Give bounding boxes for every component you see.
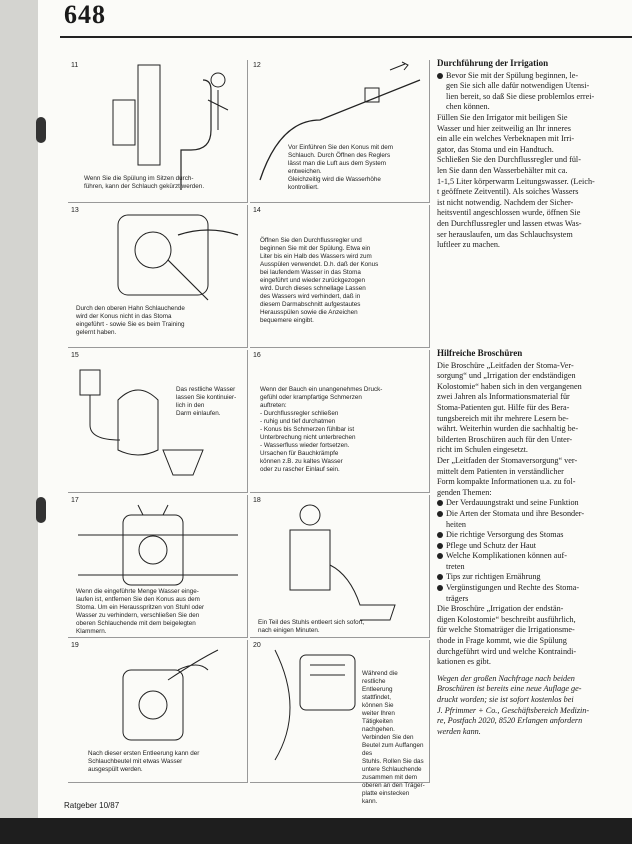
panel-caption: Öffnen Sie den Durchflussregler und beginnen Sie mit der Spülung. Etwa ein Liter bis ein Halb des Wassers wird zum Ausspülen verwendet. D.h. daß der Konus bei laufendem Wasser in das Stoma eingeführt und wieder zurückgezogen wird. Durch dieses schnellage Lassen des Wassers wird verhindert, daß in diesem Darmabschnitt aufgestautes Herausspülen sowie die Anzeichen bequemere eingibt. xyxy=(260,237,379,324)
panel-number: 17 xyxy=(71,497,79,504)
panel-20 xyxy=(250,640,430,805)
binder-edge xyxy=(0,0,38,844)
panel-19 xyxy=(68,640,248,783)
scan-bottom-edge xyxy=(0,818,632,844)
water-inflow-illustration xyxy=(68,350,248,493)
panel-number: 20 xyxy=(253,642,261,649)
panel-14 xyxy=(250,205,430,348)
panel-caption: Vor Einführen Sie den Konus mit dem Schlauch. Durch Öffnen des Reglers lässt man die Luft aus dem System entweichen. Gleichzeitig wird die Wasserhöhe kontrolliert. xyxy=(288,144,394,191)
panel-caption: Nach dieser ersten Entleerung kann der Schlauchbeutel mit etwas Wasser ausgespült werden. xyxy=(88,750,200,773)
paragraph: Füllen Sie den Irrigator mit beiligen Sie Wasser und hier zeitweilig an Ihr inneres ein alle ein welches Verbeknapen mit Irri- gator, das Stoma und ein Handtuch. Schließen Sie den Durchflussregler und fül- len Sie dann den Wasserbehälter mit ca. 1-1,5 Liter körperwarm Leitungswasser. (Leich- t geöffnete Zeitventil). Als soiches Wassers ist nicht notwendig. Nachdem der Sicher- heitsventil angeschlossen wurde, öffnen Sie den Durchflussregler und lassen etwas Was- ser herauslaufen, um das Schlauchsystem luftleer zu machen. xyxy=(437,112,595,250)
brochure-article-column xyxy=(437,348,607,737)
list-item: Die richtige Versorgung des Stomas xyxy=(437,530,607,541)
binder-hole xyxy=(36,117,46,143)
panel-number: 16 xyxy=(253,352,261,359)
section-heading: Durchführung der Irrigation xyxy=(437,58,549,68)
panel-17 xyxy=(68,495,248,638)
paragraph: Wegen der großen Nachfrage nach beiden Broschüren ist bereits eine neue Auflage ge- druckt worden; sie ist sofort kostenlos bei J. Pfrimmer + Co., Geschäftsbereich Medizin- re, Postfach 2020, 8520 Erlangen anfordern werden kann. xyxy=(437,673,590,736)
list-item: Bevor Sie mit der Spülung beginnen, le- gen Sie sich alle dafür notwendigen Utensi- lien bereit, so daß Sie diese problemlos errei- chen können. xyxy=(437,71,607,113)
panel-caption: Wenn die eingeführte Menge Wasser einge- laufen ist, entfernen Sie den Konus aus dem Stoma. Um ein Herausspritzen von Stuhl oder Wasser zu verhindern, verschließen Sie den oberen Schlauchende mit dem beigelegten Klammern. xyxy=(76,588,205,635)
panel-12 xyxy=(250,60,430,203)
panel-number: 14 xyxy=(253,207,261,214)
panel-16 xyxy=(250,350,430,493)
panel-13 xyxy=(68,205,248,348)
list-item: Die Arten der Stomata und ihre Besonder- heiten xyxy=(437,509,607,530)
binder-hole xyxy=(36,497,46,523)
panel-number: 13 xyxy=(71,207,79,214)
panel-15 xyxy=(68,350,248,493)
panel-number: 19 xyxy=(71,642,79,649)
panel-number: 12 xyxy=(253,62,261,69)
panel-caption: Das restliche Wasser lassen Sie kontinuier- lich in den Darm einlaufen. xyxy=(176,386,237,417)
paragraph: Die Broschüre „Irrigation der endstän- digen Kolostomie“ beschreibt ausführlich, für welche Stomaträger die Irrigationsme- thode in Frage kommt, wie die Spülung durchgeführt wird und welche Kontraindi- kationen es gibt. xyxy=(437,604,577,667)
list-item: Pflege und Schutz der Haut xyxy=(437,541,607,552)
panel-caption: Ein Teil des Stuhls entleert sich sofort, nach einigen Minuten. xyxy=(258,619,365,634)
panel-caption: Wenn der Bauch ein unangenehmes Druck- gefühl oder krampfartige Schmerzen auftreten: - Durchflussregler schließen - ruhig und tief durchatmen - Konus bis Schmerzen fühlbar ist Unterbrechung nicht unterbrechen - Wasserfluss wieder fortsetzen. Ursachen für Bauchkrämpfe können z.B. zu kaltes Wasser oder zu rascher Einlauf sein. xyxy=(260,386,383,473)
paragraph: Die Broschüre „Leitfaden der Stoma-Ver- sorgung“ und „Irrigation der endständigen Kolostomie“ haben sich in den vergangenen zwei Jahren als Informationsmaterial für Stoma-Patienten gut. Hilfe für des Bera- tungsbereich mit ihr mehrere Lesern be- währt. Weiterhin wurden die sachhaltig be- bilderten Broschüren auch für den Unter- richt im Schulen eingesetzt. xyxy=(437,360,582,455)
panel-number: 18 xyxy=(253,497,261,504)
list-item: Vergünstigungen und Rechte des Stoma- trägers xyxy=(437,583,607,604)
panel-number: 15 xyxy=(71,352,79,359)
list-item: Tips zur richtigen Ernährung xyxy=(437,572,607,583)
panel-caption: Während die restliche Entleerung stattfindet, können Sie weiter Ihren Tätigkeiten nachgehen. Verbinden Sie den Beutel zum Auffangen des Stuhls. Rollen Sie das untere Schlauchende zusammen mit dem oberen an den Träger- platte einstecken kann. xyxy=(362,670,425,805)
panel-11 xyxy=(68,60,248,203)
panel-caption: Wenn Sie die Spülung im Sitzen durch- führen, kann der Schlauch gekürzt werden. xyxy=(84,175,205,190)
list-item: Welche Komplikationen können auf- treten xyxy=(437,551,607,572)
irrigation-article-column xyxy=(437,58,607,251)
paragraph: Der „Leitfaden der Stomaversorgung“ ver- mittelt dem Patienten in verständlicher Form kompakte Informationen u.a. zu fol- genden Themen: xyxy=(437,455,578,497)
emptying-illustration xyxy=(250,495,430,638)
panel-18 xyxy=(250,495,430,638)
page-number: 648 xyxy=(64,0,106,29)
panel-number: 11 xyxy=(71,62,79,69)
footer-text: Ratgeber 10/87 xyxy=(64,801,120,810)
section-heading: Hilfreiche Broschüren xyxy=(437,348,523,358)
header-rule xyxy=(60,36,632,38)
list-item: Der Verdauungstrakt und seine Funktion xyxy=(437,498,607,509)
panel-caption: Durch den oberen Hahn Schlauchende wird der Konus nicht in das Stoma eingeführt - sowie Sie es beim Training gelernt haben. xyxy=(76,305,185,336)
